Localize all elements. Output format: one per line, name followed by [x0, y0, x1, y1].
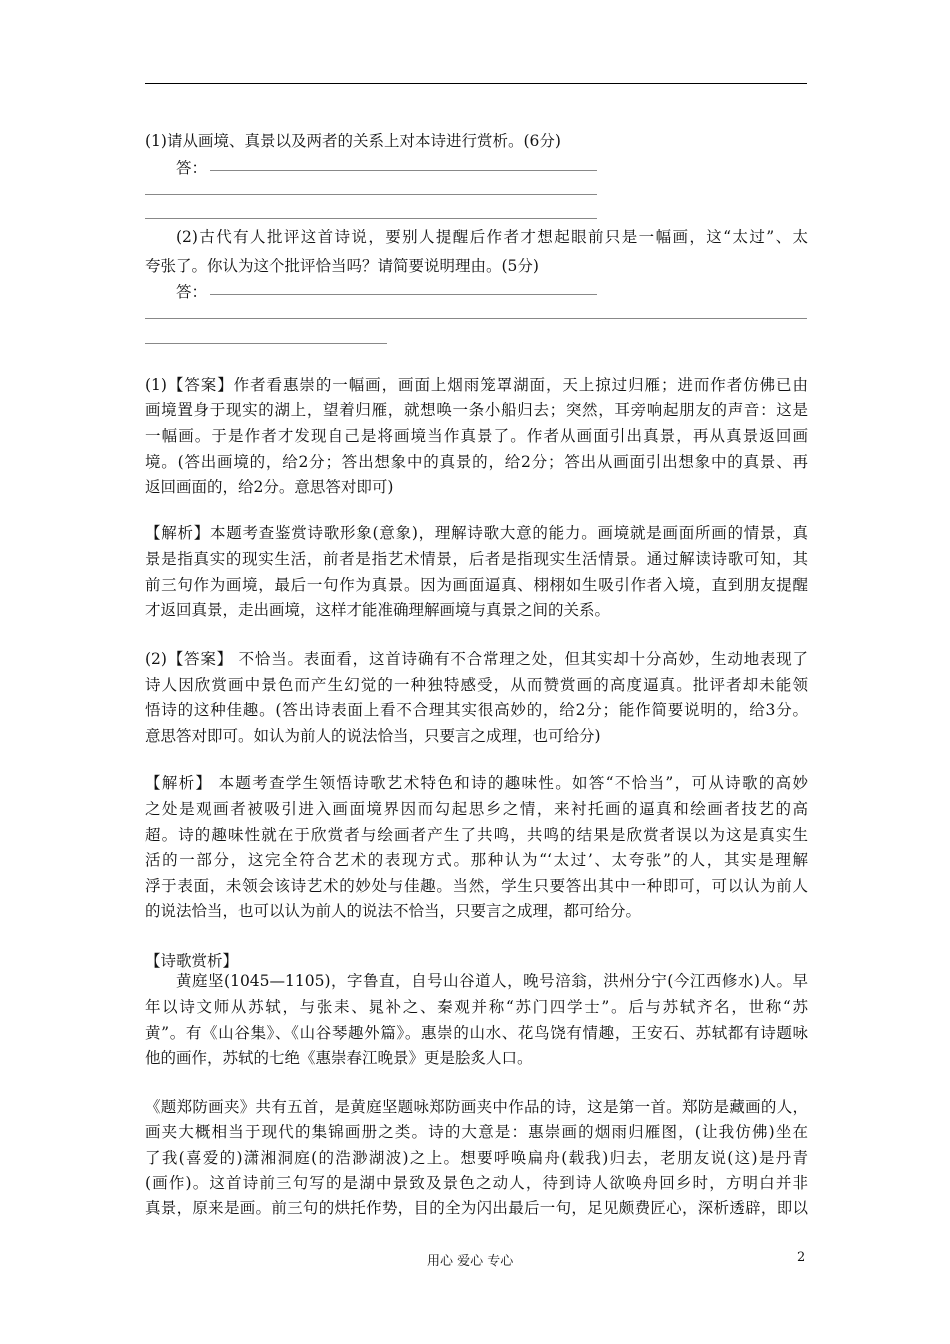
header-rule — [145, 83, 807, 84]
answer-line — [210, 170, 597, 171]
answer-line — [145, 194, 597, 195]
answer-line — [145, 343, 387, 344]
appreciation-line: 他的画作，苏轼的七绝《惠崇春江晚景》更是脍炙人口。 — [145, 1049, 533, 1067]
analysis-1-line: 前三句作为画境，最后一句作为真景。因为画面逼真、栩栩如生吸引作者入境，直到朋友提醒 — [145, 576, 808, 594]
analysis-2-line: 【解析】 本题考查学生领悟诗歌艺术特色和诗的趣味性。如答“不恰当”，可从诗歌的高妙 — [145, 774, 808, 792]
answer-1-line: (1)【答案】作者看惠崇的一幅画，画面上烟雨笼罩湖面，天上掠过归雁；进而作者仿佛已由 — [145, 376, 808, 394]
appreciation-line: 黄庭坚(1045—1105)，字鲁直，自号山谷道人，晚号涪翁，洪州分宁(今江西修水)人。早 — [176, 972, 808, 990]
analysis-2-line: 浮于表面，未领会该诗艺术的妙处与佳趣。当然，学生只要答出其中一种即可，可以认为前人 — [145, 877, 808, 895]
analysis-2-line: 之处是观画者被吸引进入画面境界因而勾起思乡之情，来衬托画的逼真和绘画者技艺的高 — [145, 800, 808, 818]
answer-1-line: 一幅画。于是作者才发现自己是将画境当作真景了。作者从画面引出真景，再从真景返回画 — [145, 427, 808, 445]
footer-slogan: 用心 爱心 专心 — [427, 1254, 514, 1269]
analysis-2-line: 超。诗的趣味性就在于欣赏者与绘画者产生了共鸣，共鸣的结果是欣赏者误以为这是真实生 — [145, 826, 808, 844]
answer-label-1: 答： — [176, 159, 208, 177]
analysis-1-line: 才返回真景，走出画境，这样才能准确理解画境与真景之间的关系。 — [145, 601, 611, 619]
answer-label-2: 答： — [176, 283, 208, 301]
question-1: (1)请从画境、真景以及两者的关系上对本诗进行赏析。(6分) — [145, 132, 561, 150]
appreciation-line: 《题郑防画夹》共有五首，是黄庭坚题咏郑防画夹中作品的诗，这是第一首。郑防是藏画的人， — [145, 1098, 808, 1116]
analysis-2-line: 活的一部分，这完全符合艺术的表现方式。那种认为“‘太过’、太夸张”的人，其实是理解 — [145, 851, 808, 869]
answer-line — [145, 318, 807, 319]
answer-2-line: (2)【答案】 不恰当。表面看，这首诗确有不合常理之处，但其实却十分高妙，生动地表现了 — [145, 650, 808, 668]
answer-1-line: 画境置身于现实的湖上，望着归雁，就想唤一条小船归去；突然，耳旁响起朋友的声音：这是 — [145, 401, 808, 419]
answer-2-line: 悟诗的这种佳趣。(答出诗表面上看不合理其实很高妙的，给2分；能作简要说明的，给3分。 — [145, 701, 808, 719]
question-2-line: (2)古代有人批评这首诗说，要别人提醒后作者才想起眼前只是一幅画，这“太过”、太 — [176, 228, 808, 246]
analysis-1-line: 景是指真实的现实生活，前者是指艺术情景，后者是指现实生活情景。通过解读诗歌可知，其 — [145, 550, 808, 568]
analysis-1-line: 【解析】本题考查鉴赏诗歌形象(意象)，理解诗歌大意的能力。画境就是画面所画的情景，真 — [145, 524, 808, 542]
appreciation-line: (画作)。这首诗前三句写的是湖中景致及景色之动人，待到诗人欲唤舟回乡时，方明白并非 — [145, 1174, 808, 1192]
answer-1-line: 返回画面的，给2分。意思答对即可) — [145, 478, 394, 496]
appreciation-line: 画夹大概相当于现代的集锦画册之类。诗的大意是：惠崇画的烟雨归雁图，(让我仿佛)坐在 — [145, 1123, 808, 1141]
appreciation-heading: 【诗歌赏析】 — [145, 952, 239, 970]
answer-line — [145, 218, 597, 219]
appreciation-line: 真景，原来是画。前三句的烘托作势，目的全为闪出最后一句，足见颇费匠心，深析透辟，即以 — [145, 1199, 808, 1217]
answer-line — [210, 294, 597, 295]
answer-1-line: 境。(答出画境的，给2分；答出想象中的真景的，给2分；答出从画面引出想象中的真景、再 — [145, 453, 808, 471]
appreciation-line: 年以诗文师从苏轼，与张耒、晁补之、秦观并称“苏门四学士”。后与苏轼齐名，世称“苏 — [145, 998, 808, 1016]
answer-2-line: 意思答对即可。如认为前人的说法恰当，只要言之成理，也可给分) — [145, 727, 601, 745]
page-number: 2 — [797, 1250, 806, 1265]
answer-2-line: 诗人因欣赏画中景色而产生幻觉的一种独特感受，从而赞赏画的高度逼真。批评者却未能领 — [145, 676, 808, 694]
appreciation-line: 了我(喜爱的)潇湘洞庭(的浩渺湖波)之上。想要呼唤扁舟(载我)归去，老朋友说(这)是丹青 — [145, 1149, 808, 1167]
appreciation-line: 黄”。有《山谷集》、《山谷琴趣外篇》。惠崇的山水、花鸟饶有情趣，王安石、苏轼都有诗题咏 — [145, 1024, 808, 1042]
question-2-line: 夸张了。你认为这个批评恰当吗？请简要说明理由。(5分) — [145, 257, 539, 275]
analysis-2-line: 的说法恰当，也可以认为前人的说法不恰当，只要言之成理，都可给分。 — [145, 902, 642, 920]
